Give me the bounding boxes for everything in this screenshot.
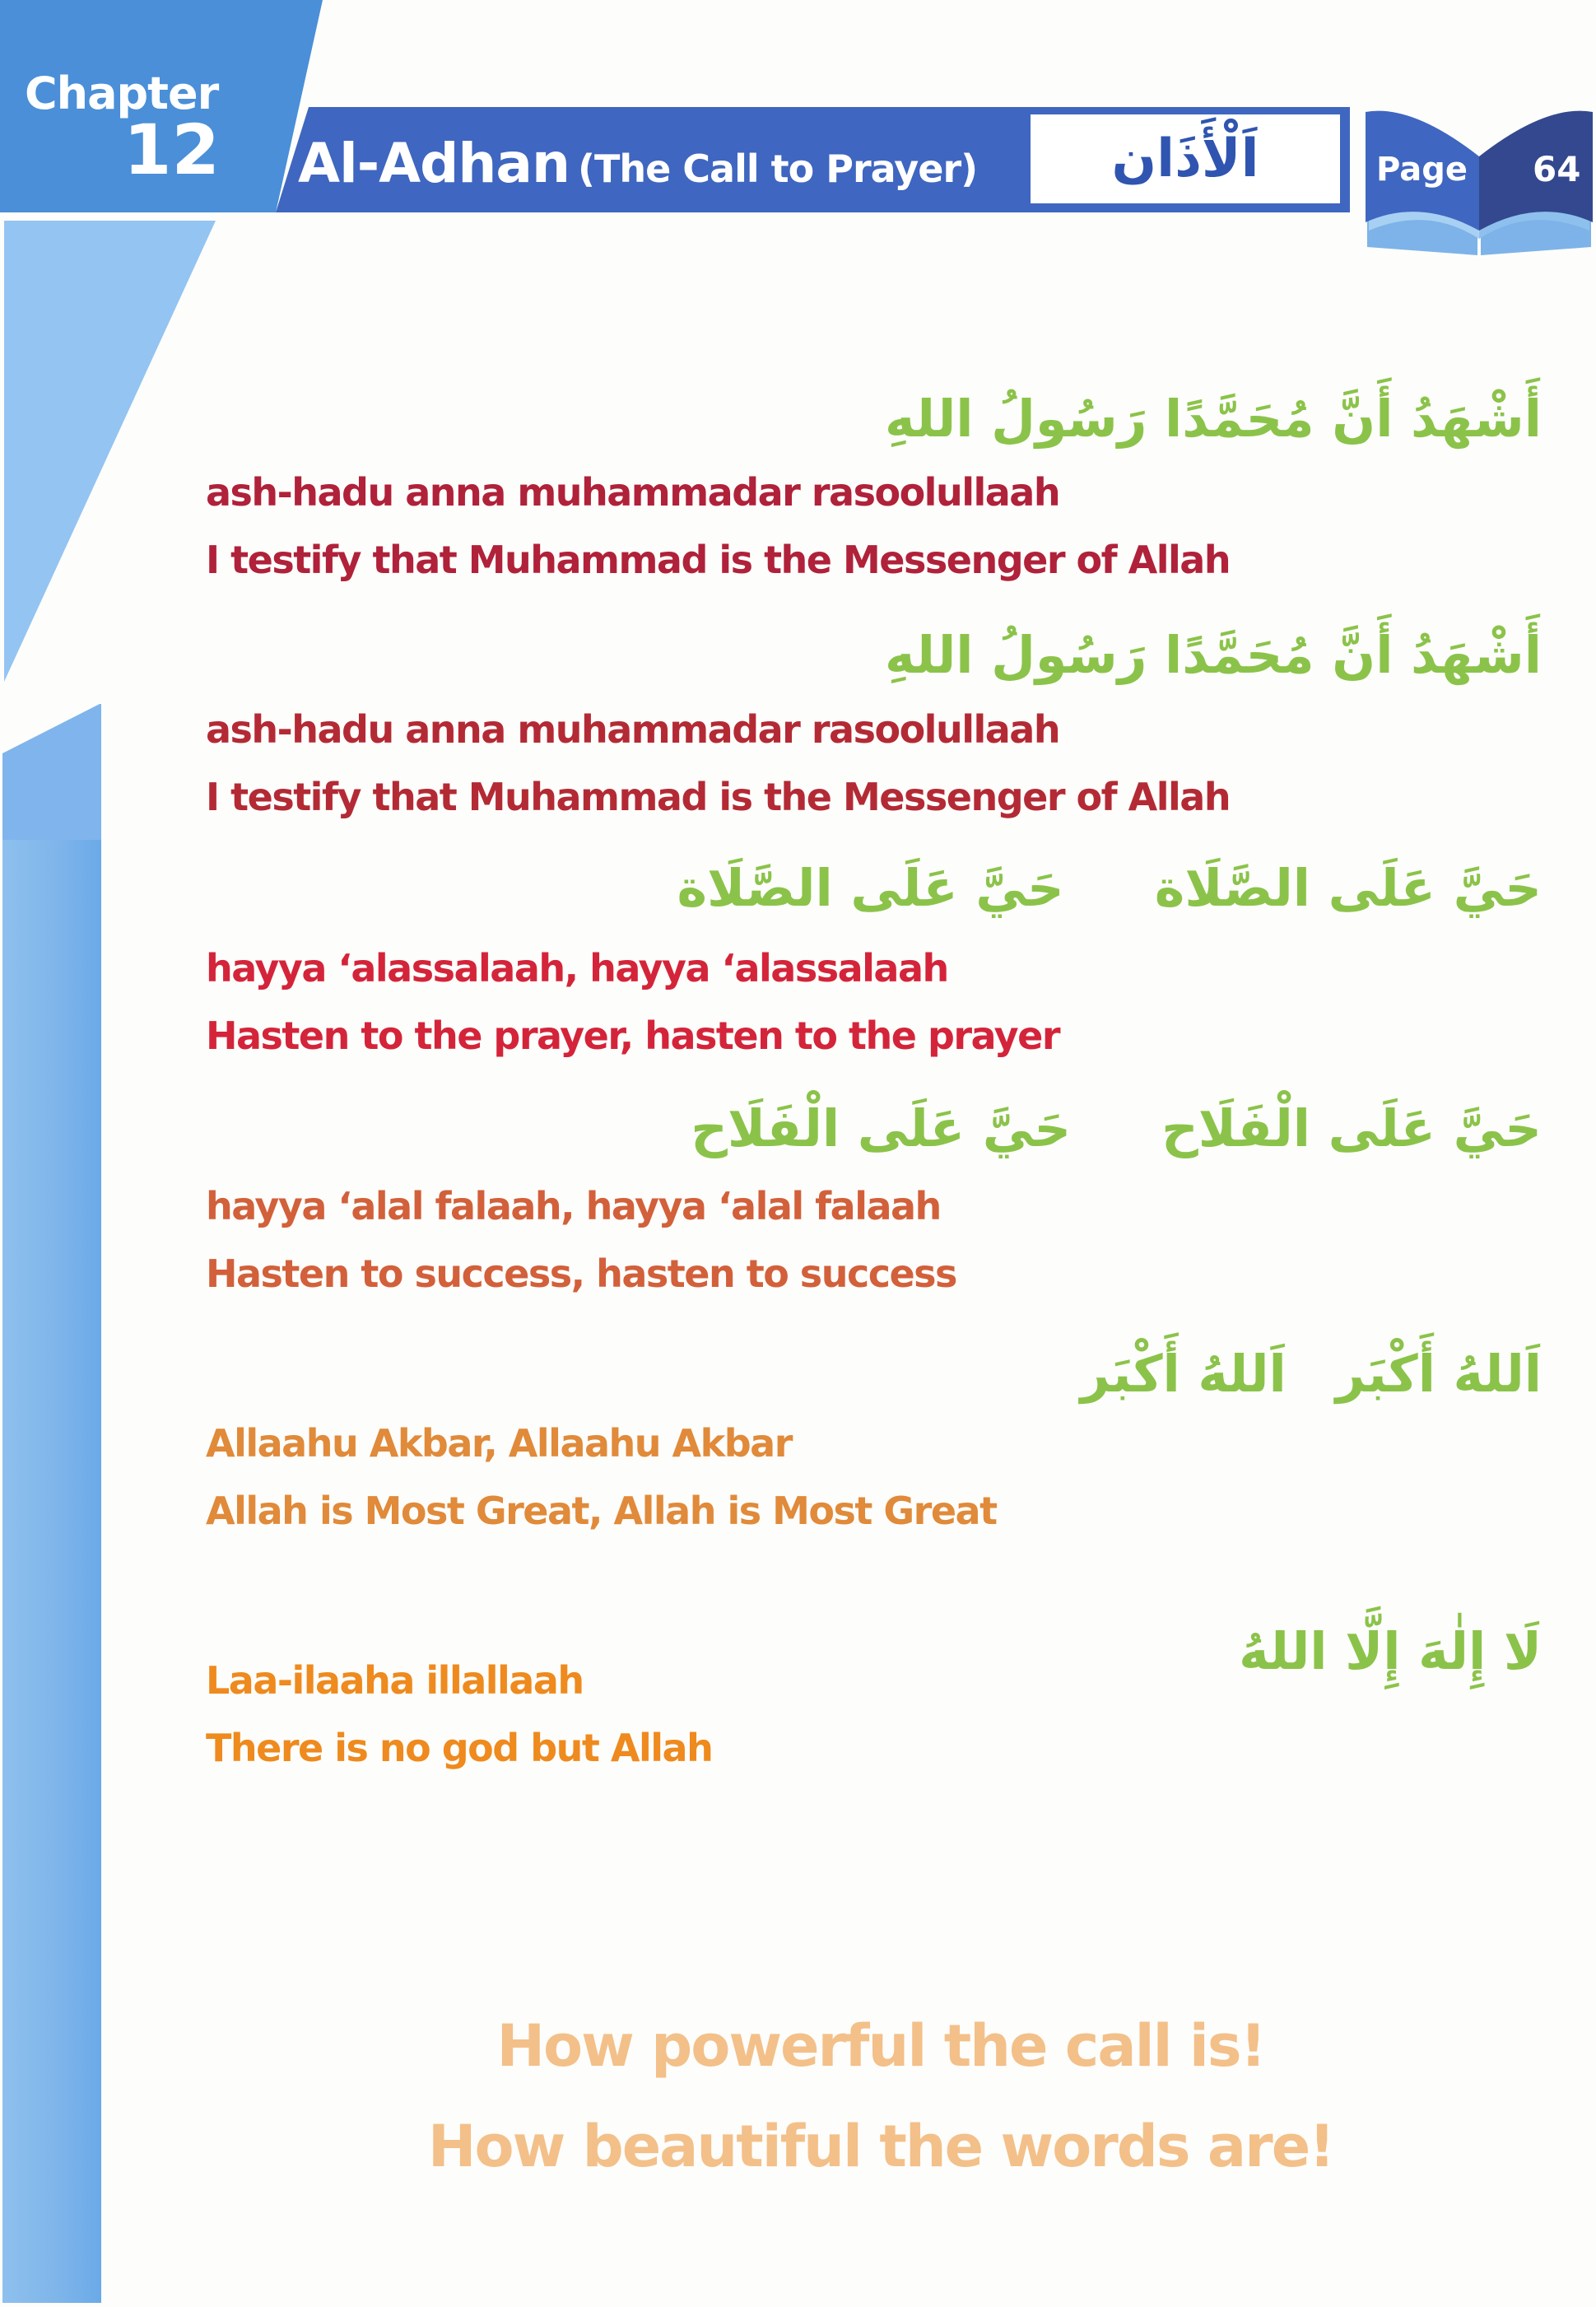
transliteration-4: hayya ‘alal falaah, hayya ‘alal falaah <box>206 1184 941 1228</box>
arabic-line-takbir <box>1080 1344 1542 1404</box>
arabic-title-box <box>1027 111 1343 207</box>
sidebar-triangle-decoration <box>0 221 222 715</box>
closing-line-2: How beautiful the words are! <box>427 2113 1334 2180</box>
arabic-line-hayya-salah <box>677 858 1542 918</box>
translation-3: Hasten to the prayer, hasten to the prayer <box>206 1014 1060 1058</box>
arabic-line-shahada-rasul-1: أَشْهَدُ أَنَّ مُحَمَّدًا رَسُولُ اللهِ <box>885 389 1542 449</box>
transliteration-3: hayya ‘alassalaah, hayya ‘alassalaah <box>206 946 948 990</box>
chapter-title <box>298 132 977 195</box>
translation-2: I testify that Muhammad is the Messenger of Allah <box>206 775 1231 819</box>
chapter-title-main: Al-Adhan <box>298 132 570 195</box>
arabic-phrase-right: حَيَّ عَلَى الْفَلَاح <box>1161 1098 1542 1158</box>
arabic-phrase-left: حَيَّ عَلَى الصَّلَاة <box>677 858 1064 918</box>
arabic-line-shahada-rasul-2: أَشْهَدُ أَنَّ مُحَمَّدًا رَسُولُ اللهِ <box>885 625 1542 685</box>
transliteration-2: ash-hadu anna muhammadar rasoolullaah <box>206 707 1060 752</box>
transliteration-5: Allaahu Akbar, Allaahu Akbar <box>206 1421 792 1466</box>
chapter-title-sub: (The Call to Prayer) <box>577 147 978 191</box>
arabic-phrase-right: اَللهُ أَكْبَر <box>1335 1344 1542 1404</box>
translation-4: Hasten to success, hasten to success <box>206 1251 956 1296</box>
arabic-phrase-right: حَيَّ عَلَى الصَّلَاة <box>1154 858 1542 918</box>
arabic-line-hayya-falah <box>691 1098 1542 1158</box>
arabic-phrase-left: حَيَّ عَلَى الْفَلَاح <box>691 1098 1072 1158</box>
translation-1: I testify that Muhammad is the Messenger of Allah <box>206 538 1231 582</box>
arabic-phrase-left: اَللهُ أَكْبَر <box>1080 1344 1287 1404</box>
closing-line-1: How powerful the call is! <box>496 2012 1265 2080</box>
page-number: 64 <box>1533 149 1581 189</box>
chapter-label: Chapter <box>25 68 219 119</box>
translation-5: Allah is Most Great, Allah is Most Great <box>206 1489 997 1533</box>
transliteration-6: Laa-ilaaha illallaah <box>206 1658 584 1703</box>
translation-6: There is no god but Allah <box>206 1726 713 1770</box>
arabic-line-tahlil: لَا إِلٰهَ إِلَّا اللهُ <box>1239 1621 1542 1681</box>
arabic-title: اَلْأَذَان <box>1111 128 1259 189</box>
sidebar-strip-shade <box>2 840 101 2303</box>
chapter-number: 12 <box>123 110 220 190</box>
transliteration-1: ash-hadu anna muhammadar rasoolullaah <box>206 470 1060 515</box>
page-label: Page <box>1376 151 1468 189</box>
